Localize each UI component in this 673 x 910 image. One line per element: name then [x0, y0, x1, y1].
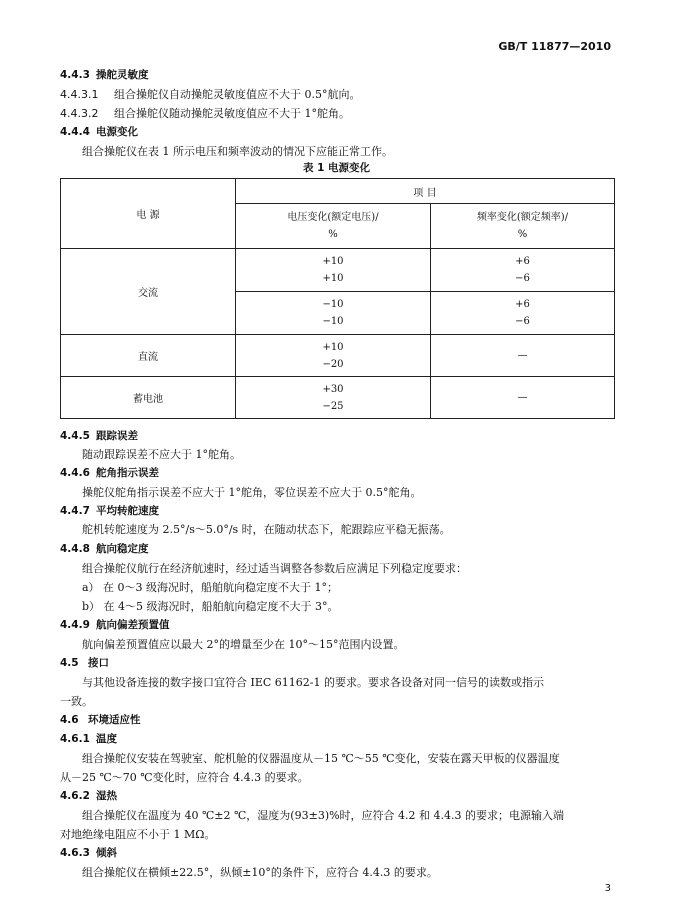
section-number: 4.5 [60, 657, 79, 669]
voltage-value: −20 [322, 358, 344, 370]
clause-text: 组合操舵仪自动操舵灵敏度值应不大于 0.5°航向。 [114, 88, 361, 101]
section-heading-4-4-9 [60, 617, 170, 632]
section-number: 4.6.3 [60, 847, 90, 859]
paragraph-4-6-3: 组合操舵仪在横倾±22.5°，纵倾±10°的条件下，应符合 4.4.3 的要求。 [82, 866, 438, 879]
frequency-cell: — [431, 377, 615, 419]
voltage-header-label: 电压变化(额定电压)/ [287, 212, 379, 223]
header-source: 电 源 [61, 179, 236, 249]
frequency-value: +6 [515, 299, 530, 310]
list-item-b: b） 在 4～5 级海况时，船舶航向稳定度不大于 3°。 [82, 600, 339, 613]
voltage-value: +10 [322, 256, 344, 267]
power-variation-table [60, 178, 615, 419]
section-heading-4-4-7 [60, 503, 159, 518]
section-title: 平均转舵速度 [96, 505, 159, 517]
paragraph-4-4-8: 组合操舵仪航行在经济航速时，经过适当调整各参数后应满足下列稳定度要求： [82, 562, 467, 575]
voltage-value: +10 [322, 341, 344, 353]
section-number: 4.4.7 [60, 505, 90, 517]
section-heading-4-4-6 [60, 465, 159, 480]
paragraph-4-4-9: 航向偏差预置值应以最大 2°的增量至少在 10°～15°范围内设置。 [82, 638, 405, 651]
section-title: 跟踪误差 [96, 430, 138, 442]
table-row [61, 377, 615, 419]
section-number: 4.4.4 [60, 126, 90, 138]
paragraph-4-6-2-line1: 组合操舵仪在温度为 40 ℃±2 ℃，湿度为(93±3)%时，应符合 4.2 和 4.4.3 的要求；电源输入端 [82, 809, 565, 822]
paragraph-4-6-1-line1: 组合操舵仪安装在驾驶室、舵机舱的仪器温度从－15 ℃～55 ℃变化，安装在露天甲板的仪器温度 [82, 752, 560, 765]
section-title: 航向偏差预置值 [96, 619, 170, 631]
section-heading-4-4-3 [60, 67, 149, 82]
paragraph-4-4-4: 组合操舵仪在表 1 所示电压和频率波动的情况下应能正常工作。 [82, 145, 393, 158]
clause-4-4-3-2 [60, 105, 350, 121]
frequency-header-unit: % [517, 229, 528, 240]
frequency-value: −6 [515, 273, 530, 284]
paragraph-4-5-line1: 与其他设备连接的数字接口宜符合 IEC 61162-1 的要求。要求各设备对同一信号的读数或指示 [82, 676, 544, 689]
voltage-value: −10 [322, 316, 344, 327]
section-title: 环境适应性 [88, 714, 141, 726]
voltage-header-unit: % [328, 229, 338, 240]
standard-code: GB/T 11877—2010 [498, 40, 611, 53]
header-frequency [431, 204, 615, 249]
list-item-a: a） 在 0～3 级海况时，船舶航向稳定度不大于 1°； [82, 581, 339, 594]
voltage-value: −10 [322, 299, 344, 310]
paragraph-4-4-6: 操舵仪舵角指示误差不应大于 1°舵角，零位误差不应大于 0.5°舵角。 [82, 486, 422, 499]
section-heading-4-6-2 [60, 788, 117, 803]
section-number: 4.4.9 [60, 619, 90, 631]
section-title: 温度 [96, 733, 117, 745]
frequency-cell [431, 292, 615, 335]
section-heading-4-6-1 [60, 731, 117, 746]
section-title: 接口 [88, 657, 109, 669]
section-title: 倾斜 [96, 847, 117, 859]
voltage-value: +10 [322, 273, 344, 284]
paragraph-4-4-5: 随动跟踪误差不应大于 1°舵角。 [82, 448, 241, 461]
clause-4-4-3-1 [60, 86, 361, 102]
source-cell: 直流 [61, 335, 236, 377]
header-voltage [236, 204, 431, 249]
frequency-value: −6 [515, 316, 530, 327]
paragraph-4-6-2-line2: 对地绝缘电阻应不小于 1 MΩ。 [60, 828, 216, 841]
section-number: 4.6.1 [60, 733, 90, 745]
section-number: 4.6.2 [60, 790, 90, 802]
clause-text: 组合操舵仪随动操舵灵敏度值应不大于 1°舵角。 [114, 107, 350, 120]
frequency-cell: — [431, 335, 615, 377]
clause-number: 4.4.3.2 [60, 107, 99, 120]
section-heading-4-4-5 [60, 428, 138, 443]
section-heading-4-4-8 [60, 541, 149, 556]
section-number: 4.4.6 [60, 467, 90, 479]
section-number: 4.4.5 [60, 430, 90, 442]
frequency-cell [431, 249, 615, 292]
voltage-cell [236, 335, 431, 377]
section-title: 电源变化 [96, 126, 138, 138]
section-number: 4.6 [60, 714, 79, 726]
frequency-value: +6 [515, 256, 530, 267]
voltage-value: −25 [322, 400, 344, 412]
section-number: 4.4.8 [60, 543, 90, 555]
paragraph-4-4-7: 舵机转舵速度为 2.5°/s～5.0°/s 时，在随动状态下，舵跟踪应平稳无振荡。 [82, 523, 451, 536]
section-heading-4-6 [60, 712, 141, 727]
source-cell: 蓄电池 [61, 377, 236, 419]
section-title: 湿热 [96, 790, 117, 802]
section-number: 4.4.3 [60, 69, 90, 81]
section-title: 航向稳定度 [96, 543, 149, 555]
header-item: 项 目 [236, 179, 615, 204]
source-cell: 交流 [61, 249, 236, 335]
clause-number: 4.4.3.1 [60, 88, 99, 101]
section-title: 舵角指示误差 [96, 467, 159, 479]
page-number: 3 [604, 883, 611, 894]
voltage-value: +30 [322, 383, 344, 395]
section-title: 操舵灵敏度 [96, 69, 149, 81]
section-heading-4-6-3 [60, 845, 117, 860]
table-row [61, 249, 615, 292]
voltage-cell [236, 292, 431, 335]
voltage-cell [236, 249, 431, 292]
voltage-cell [236, 377, 431, 419]
table-title: 表 1 电源变化 [302, 162, 371, 174]
table-row [61, 335, 615, 377]
section-heading-4-5 [60, 655, 109, 670]
paragraph-4-6-1-line2: 从－25 ℃～70 ℃变化时，应符合 4.4.3 的要求。 [60, 771, 309, 784]
frequency-header-label: 频率变化(额定频率)/ [476, 212, 569, 223]
section-heading-4-4-4 [60, 124, 138, 139]
paragraph-4-5-line2: 一致。 [60, 695, 93, 708]
